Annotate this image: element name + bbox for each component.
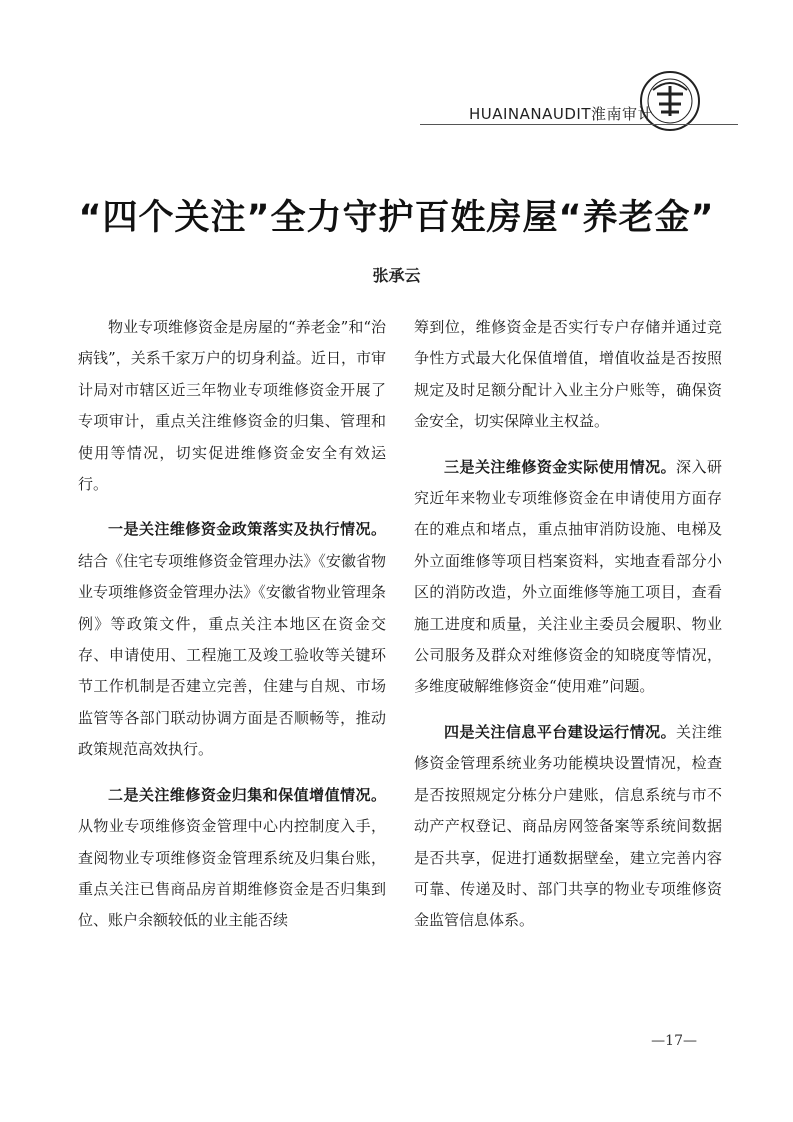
point3-body: 深入研究近年来物业专项维修资金在申请使用方面存在的难点和堵点，重点抽审消防设施、电梯及外立面维修等项目档案资料，实地查看部分小区的消防改造，外立面维修等施工项目，查看施工进度和质量，关注业主委员会履职、物业公司服务及群众对维修资金的知晓度等情况，多维度破解维修资金“使用难”问题。 — [414, 457, 722, 696]
point4-heading: 四是关注信息平台建设运行情况。 — [444, 722, 677, 741]
right-column — [414, 312, 722, 951]
point2-continuation: 筹到位，维修资金是否实行专户存储并通过竞争性方式最大化保值增值，增值收益是否按照规定及时足额分配计入业主分户账等，确保资金安全，切实保障业主权益。 — [414, 318, 722, 431]
point1-paragraph — [78, 514, 386, 765]
point3-heading: 三是关注维修资金实际使用情况。 — [444, 457, 677, 476]
point4-paragraph — [414, 717, 722, 937]
point2-body-left: 从物业专项维修资金管理中心内控制度入手，查阅物业专项维修资金管理系统及归集台账，重点关注已售商品房首期维修资金是否归集到位、账户余额较低的业主能否续 — [78, 817, 386, 930]
point3-paragraph — [414, 452, 722, 703]
header-divider — [420, 124, 738, 125]
intro-paragraph: 物业专项维修资金是房屋的“养老金”和“治病钱”，关系千家万户的切身利益。近日，市审计局对市辖区近三年物业专项维修资金开展了专项审计，重点关注维修资金的归集、管理和使用等情况，切实促进维修资金安全有效运行。 — [78, 318, 387, 494]
magazine-header: HUAINANAUDIT淮南审计 — [468, 105, 653, 123]
left-column — [78, 312, 386, 951]
point2-heading: 二是关注维修资金归集和保值增值情况。 — [108, 785, 386, 804]
point1-heading: 一是关注维修资金政策落实及执行情况。 — [108, 520, 386, 539]
article-author: 张承云 — [372, 266, 421, 285]
point1-body: 结合《住宅专项维修资金管理办法》《安徽省物业专项维修资金管理办法》《安徽省物业管理条例》等政策文件，重点关注本地区在资金交存、申请使用、工程施工及竣工验收等关键环节工作机制是否建立完善，住建与自规、市场监管等各部门联动协调方面是否顺畅等，推动政策规范高效执行。 — [78, 551, 386, 759]
article-title: “四个关注”全力守护百姓房屋“养老金” — [78, 198, 715, 238]
page-number: —17— — [651, 1033, 697, 1049]
point4-body: 关注维修资金管理系统业务功能模块设置情况，检查是否按照规定分栋分户建账，信息系统与市不动产产权登记、商品房网签备案等系统间数据是否共享，促进打通数据壁垒，建立完善内容可靠、传递及时、部门共享的物业专项维修资金监管信息体系。 — [414, 722, 722, 930]
point2-paragraph — [78, 780, 386, 937]
